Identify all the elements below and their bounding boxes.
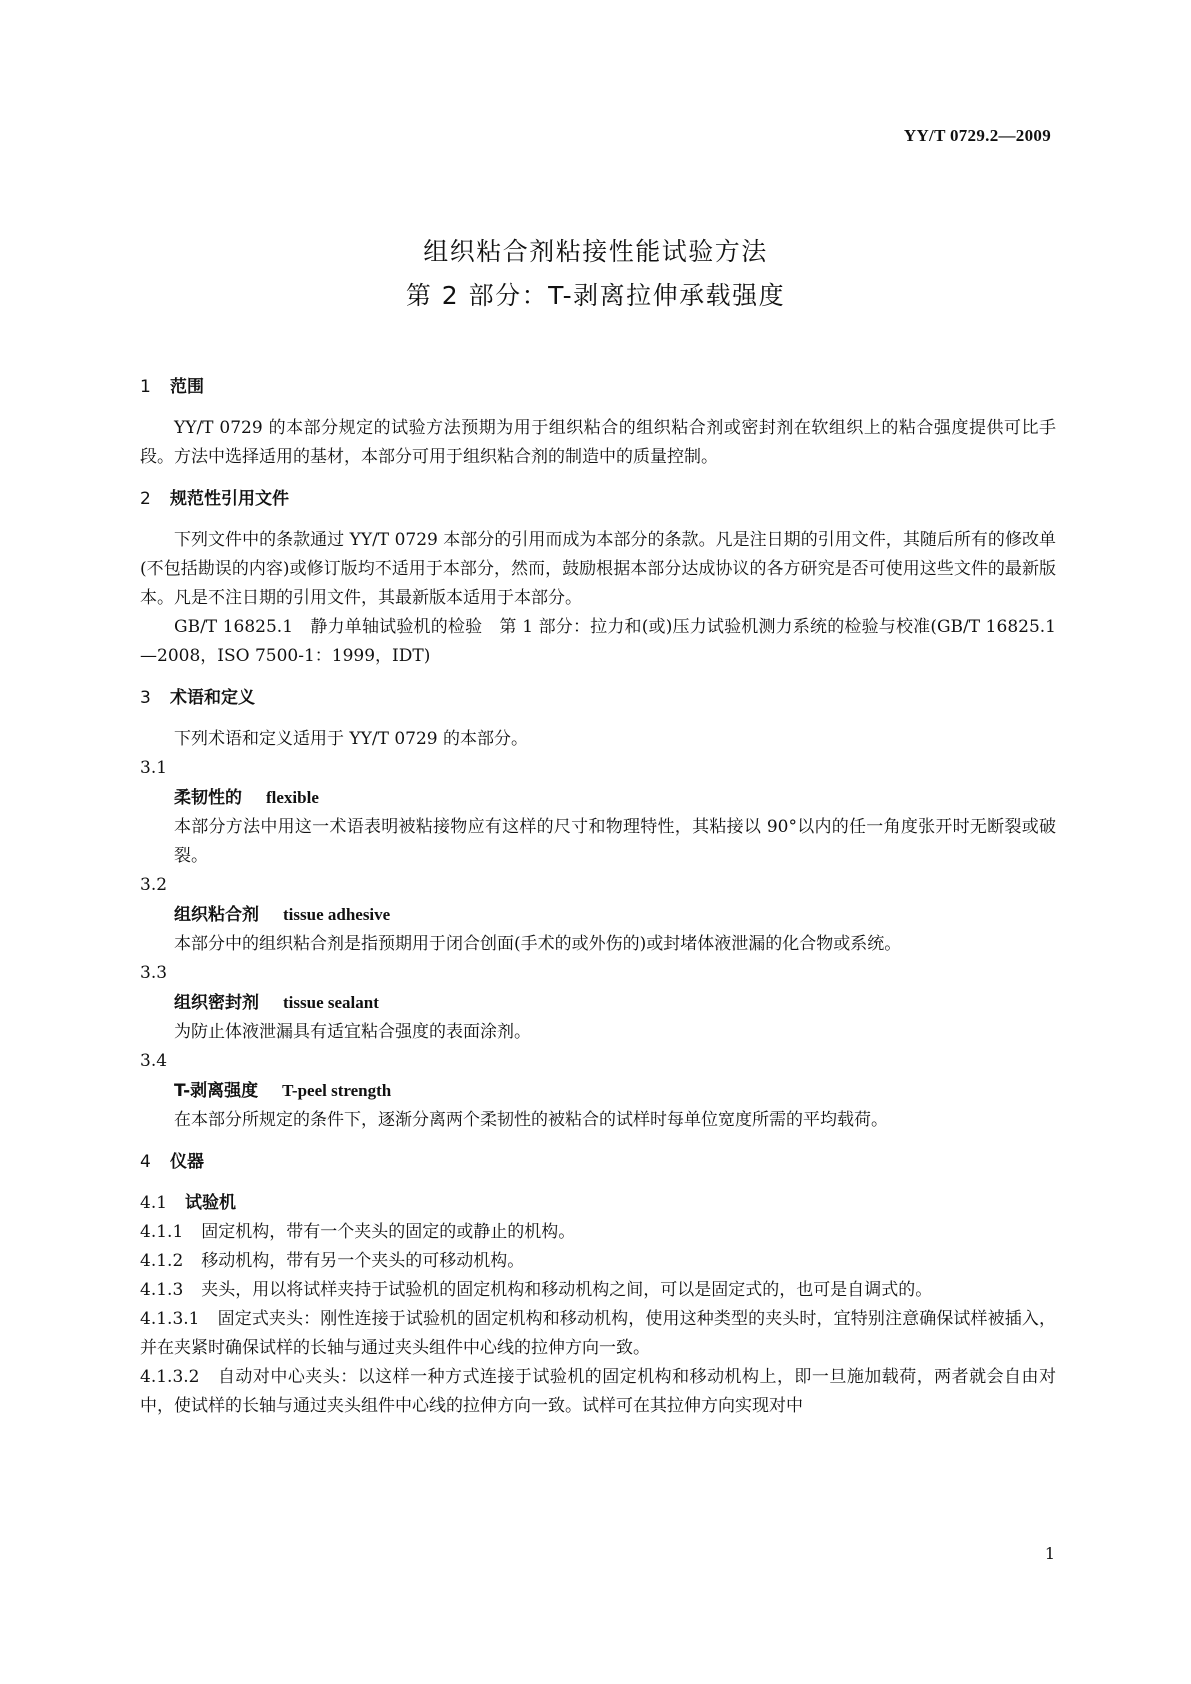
term-chinese: 柔韧性的 xyxy=(174,788,242,808)
document-subtitle: 第 2 部分：T-剥离拉伸承载强度 xyxy=(405,281,786,310)
clause-text: 移动机构，带有另一个夹头的可移动机构。 xyxy=(201,1251,525,1271)
paragraph: 下列文件中的条款通过 YY/T 0729 本部分的引用而成为本部分的条款。凡是注日期的引用文件，其随后所有的修改单(不包括勘误的内容)或修订版均不适用于本部分，然而，鼓励根据本部分达成协议的各方研究是否可使用这些文件的最新版本。凡是不注日期的引用文件，其最新版本适用于本部分。 xyxy=(140,530,1056,608)
clause xyxy=(140,1363,1056,1421)
term-heading xyxy=(140,1076,1056,1106)
clause-text: 固定机构，带有一个夹头的固定的或静止的机构。 xyxy=(201,1222,576,1242)
section-title: 规范性引用文件 xyxy=(170,489,289,509)
term-english: T-peel strength xyxy=(282,1081,392,1100)
section-number: 1 xyxy=(140,377,151,397)
clause xyxy=(140,1218,1056,1247)
term-heading xyxy=(140,783,1056,813)
reference-entry: GB/T 16825.1 静力单轴试验机的检验 第 1 部分：拉力和(或)压力试验机测力系统的检验与校准(GB/T 16825.1—2008，ISO 7500-1：1999，IDT) xyxy=(140,617,1056,666)
section-heading-apparatus xyxy=(140,1147,1056,1177)
standard-code: YY/T 0729.2—2009 xyxy=(903,126,1051,145)
subsection-heading xyxy=(140,1189,1056,1218)
subsection-title: 试验机 xyxy=(185,1193,237,1213)
clause-number: 4.1.3 xyxy=(140,1280,184,1300)
term-chinese: 组织粘合剂 xyxy=(174,905,259,925)
section-heading-terms-definitions xyxy=(140,683,1056,713)
clause-text: 固定式夹头：刚性连接于试验机的固定机构和移动机构，使用这种类型的夹头时，宜特别注意确保试样被插入，并在夹紧时确保试样的长轴与通过夹头组件中心线的拉伸方向一致。 xyxy=(140,1309,1056,1358)
paragraph: YY/T 0729 的本部分规定的试验方法预期为用于组织粘合的组织粘合剂或密封剂在软组织上的粘合强度提供可比手段。方法中选择适用的基材，本部分可用于组织粘合剂的制造中的质量控制。 xyxy=(140,418,1056,467)
term-english: tissue adhesive xyxy=(283,905,391,924)
term-definition: 本部分方法中用这一术语表明被粘接物应有这样的尺寸和物理特性，其粘接以 90°以内的任一角度张开时无断裂或破裂。 xyxy=(174,817,1056,866)
term-number: 3.2 xyxy=(140,875,168,895)
section-number: 3 xyxy=(140,688,151,708)
subsection-number: 4.1 xyxy=(140,1193,168,1213)
clause xyxy=(140,1276,1056,1305)
section-heading-normative-references xyxy=(140,484,1056,514)
clause-number: 4.1.2 xyxy=(140,1251,184,1271)
section-number: 2 xyxy=(140,489,151,509)
document-title: 组织粘合剂粘接性能试验方法 xyxy=(423,237,768,266)
term-english: tissue sealant xyxy=(283,993,379,1012)
term-definition: 本部分中的组织粘合剂是指预期用于闭合创面(手术的或外伤的)或封堵体液泄漏的化合物或系统。 xyxy=(174,934,902,954)
clause-number: 4.1.1 xyxy=(140,1222,184,1242)
term-definition: 为防止体液泄漏具有适宜粘合强度的表面涂剂。 xyxy=(174,1022,531,1042)
page-number: 1 xyxy=(1044,1544,1055,1563)
term-number: 3.1 xyxy=(140,758,168,778)
clause-number: 4.1.3.2 xyxy=(140,1367,200,1387)
term-number: 3.3 xyxy=(140,963,168,983)
clause xyxy=(140,1305,1056,1363)
section-title: 仪器 xyxy=(170,1152,204,1172)
clause-text: 自动对中心夹头：以这样一种方式连接于试验机的固定机构和移动机构上，即一旦施加载荷，两者就会自由对中，使试样的长轴与通过夹头组件中心线的拉伸方向一致。试样可在其拉伸方向实现对中 xyxy=(140,1367,1056,1416)
term-english: flexible xyxy=(266,788,319,807)
term-heading xyxy=(140,900,1056,930)
document-body xyxy=(140,372,1056,1421)
paragraph: 下列术语和定义适用于 YY/T 0729 的本部分。 xyxy=(174,729,528,749)
term-chinese: T-剥离强度 xyxy=(174,1081,259,1101)
term-chinese: 组织密封剂 xyxy=(174,993,259,1013)
clause xyxy=(140,1247,1056,1276)
clause-number: 4.1.3.1 xyxy=(140,1309,200,1329)
section-number: 4 xyxy=(140,1152,151,1172)
clause-text: 夹头，用以将试样夹持于试验机的固定机构和移动机构之间，可以是固定式的，也可是自调式的。 xyxy=(201,1280,933,1300)
section-title: 范围 xyxy=(170,377,204,397)
term-definition: 在本部分所规定的条件下，逐渐分离两个柔韧性的被粘合的试样时每单位宽度所需的平均载荷。 xyxy=(174,1110,888,1130)
term-heading xyxy=(140,988,1056,1018)
term-number: 3.4 xyxy=(140,1051,168,1071)
section-title: 术语和定义 xyxy=(170,688,255,708)
section-heading-scope xyxy=(140,372,1056,402)
